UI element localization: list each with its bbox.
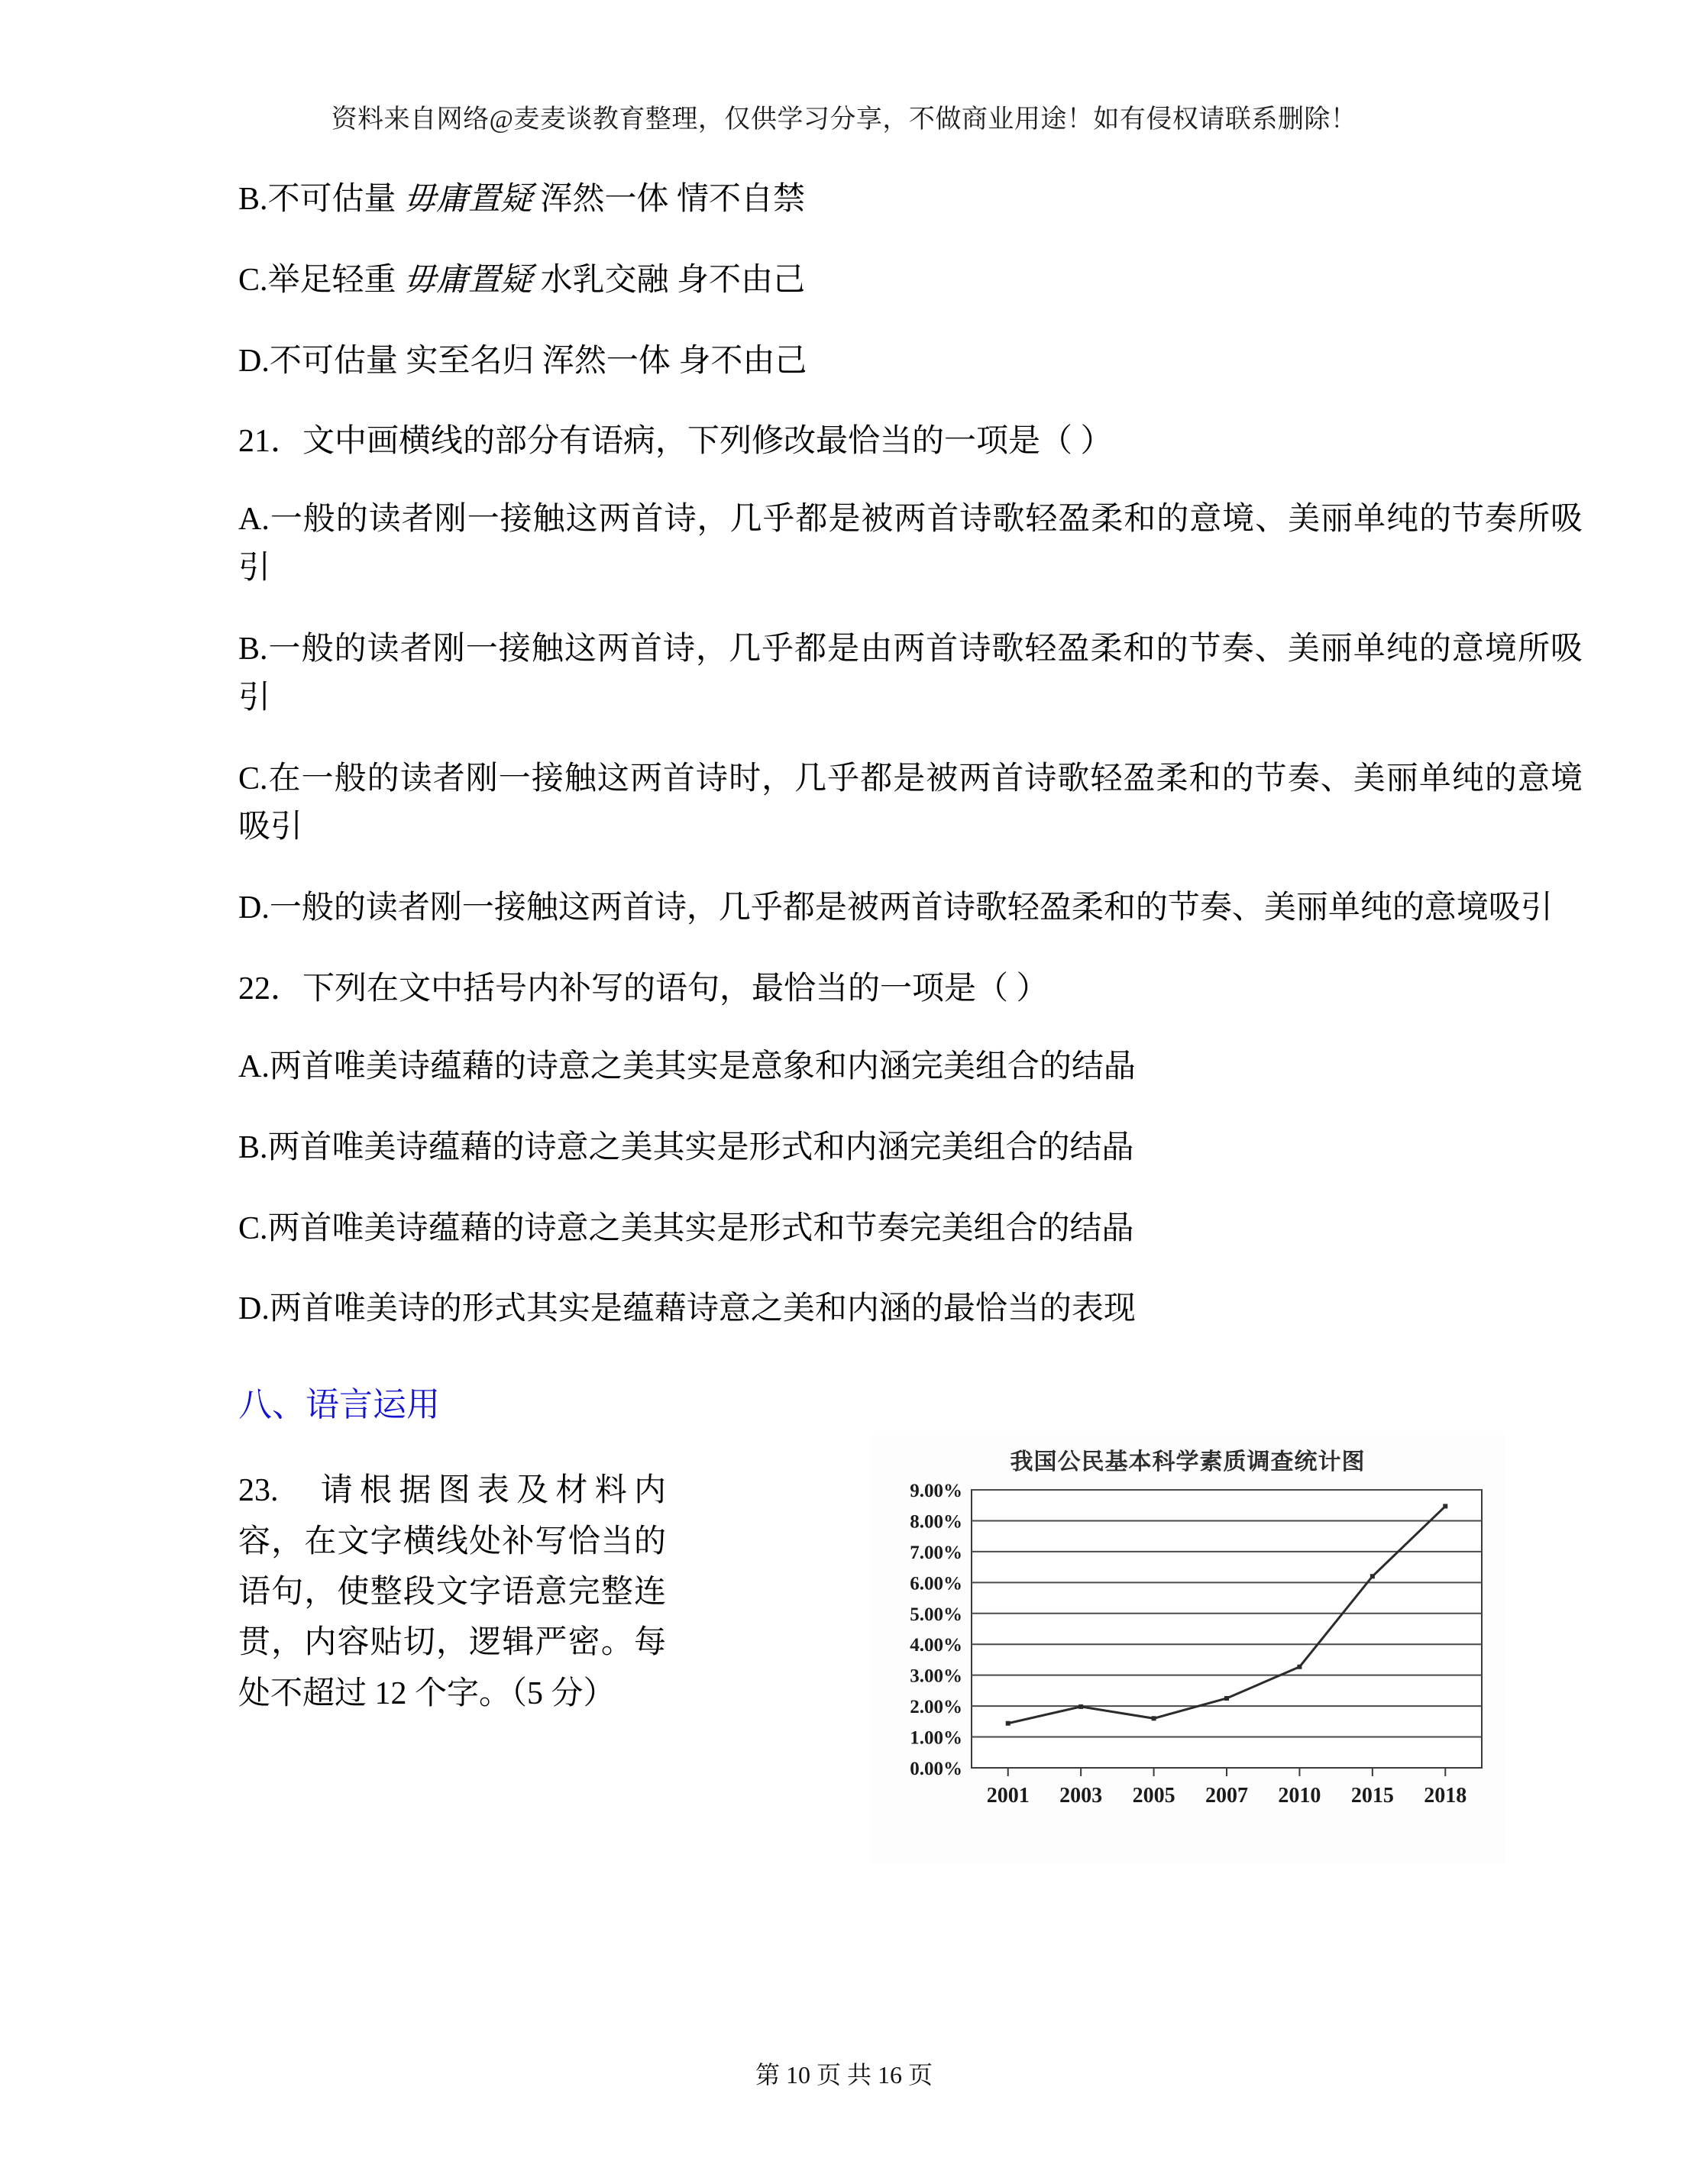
chart-svg [871, 1476, 1505, 1835]
q20-option-c-text-2: 水乳交融 身不由己 [532, 262, 806, 298]
q20-option-c [238, 257, 1583, 305]
q20-option-b [238, 176, 1583, 225]
svg-text:1.00%: 1.00% [910, 1727, 962, 1749]
q22-option-a-text: 两首唯美诗蕴藉的诗意之美其实是意象和内涵完美组合的结晶 [269, 1048, 1136, 1084]
q22-option-b-letter: B. [238, 1129, 268, 1165]
q21-option-b [238, 625, 1583, 723]
page-footer: 第 10 页 共 16 页 [755, 2061, 933, 2089]
svg-text:7.00%: 7.00% [910, 1543, 962, 1564]
q23-body: 请根据图表及材料内容，在文字横线处补写恰当的语句，使整段文字语意完整连贯，内容贴切，逻辑严密。每处不超过 12 个字。（5 分） [238, 1473, 666, 1711]
q21-stem: 21．文中画横线的部分有语病，下列修改最恰当的一项是（ ） [238, 424, 1113, 460]
svg-text:3.00%: 3.00% [910, 1665, 962, 1687]
q21-option-a-text: 一般的读者刚一接触这两首诗，几乎都是被两首诗歌轻盈柔和的意境、美丽单纯的节奏所吸引 [238, 502, 1583, 586]
q20-option-b-text-1: 不可估量 [267, 182, 405, 217]
q21-option-a-letter: A. [238, 502, 270, 538]
svg-text:9.00%: 9.00% [910, 1481, 962, 1502]
svg-text:0.00%: 0.00% [910, 1759, 962, 1780]
section-heading-language-use: 八、语言运用 [238, 1386, 440, 1424]
svg-text:2001: 2001 [986, 1784, 1030, 1808]
q21-option-d-letter: D. [238, 890, 270, 926]
q22-option-c [238, 1205, 1583, 1254]
q20-option-c-idiom: 毋庸置疑 [404, 262, 533, 298]
svg-text:8.00%: 8.00% [910, 1511, 962, 1533]
svg-text:2005: 2005 [1132, 1784, 1175, 1808]
document-header-notice: 资料来自网络@麦麦谈教育整理，仅供学习分享，不做商业用途！如有侵权请联系删除！ [331, 105, 1357, 134]
q20-option-c-text-1: 举足轻重 [267, 262, 405, 298]
chart-title: 我国公民基本科学素质调查统计图 [1010, 1449, 1366, 1475]
svg-text:2018: 2018 [1424, 1784, 1467, 1808]
q22-option-a [238, 1043, 1583, 1092]
q23-number: 23. [238, 1473, 279, 1509]
q22-option-d-letter: D. [238, 1291, 270, 1327]
q21-option-a [238, 496, 1583, 593]
svg-text:5.00%: 5.00% [910, 1604, 962, 1626]
q21-option-d [238, 884, 1583, 933]
q22-option-d-text: 两首唯美诗的形式其实是蕴藉诗意之美和内涵的最恰当的表现 [269, 1291, 1136, 1327]
q20-option-d [238, 338, 1583, 386]
q21-option-b-text: 一般的读者刚一接触这两首诗，几乎都是由两首诗歌轻盈柔和的节奏、美丽单纯的意境所吸引 [238, 631, 1583, 716]
chart-plot-area [871, 1476, 1505, 1858]
q21-option-c-letter: C. [238, 761, 268, 796]
q23-block [238, 1449, 1583, 1939]
svg-text:2.00%: 2.00% [910, 1697, 962, 1718]
svg-text:2003: 2003 [1059, 1784, 1103, 1808]
q22-option-d [238, 1285, 1583, 1334]
q20-option-d-text-1: 不可估量 实至名归 浑然一体 身不由己 [269, 343, 807, 379]
q22-option-b-text: 两首唯美诗蕴藉的诗意之美其实是形式和内涵完美组合的结晶 [267, 1129, 1134, 1165]
q22-option-c-letter: C. [238, 1210, 268, 1246]
svg-text:6.00%: 6.00% [910, 1573, 962, 1594]
q21-option-b-letter: B. [238, 631, 268, 667]
science-literacy-chart [871, 1435, 1505, 1863]
q21-option-d-text: 一般的读者刚一接触这两首诗，几乎都是被两首诗歌轻盈柔和的节奏、美丽单纯的意境吸引 [269, 890, 1553, 926]
q21-option-c-text: 在一般的读者刚一接触这两首诗时，几乎都是被两首诗歌轻盈柔和的节奏、美丽单纯的意境吸引 [238, 761, 1583, 845]
document-body [238, 176, 1583, 1939]
q22-stem: 22．下列在文中括号内补写的语句，最恰当的一项是（ ） [238, 971, 1049, 1007]
q20-option-c-letter: C. [238, 262, 268, 298]
svg-text:4.00%: 4.00% [910, 1635, 962, 1656]
q20-option-d-letter: D. [238, 343, 270, 379]
svg-text:2010: 2010 [1278, 1784, 1321, 1808]
q20-option-b-text-2: 浑然一体 情不自禁 [532, 182, 806, 217]
q20-option-b-letter: B. [238, 182, 268, 217]
q22-option-b [238, 1124, 1583, 1173]
q22-option-c-text: 两首唯美诗蕴藉的诗意之美其实是形式和节奏完美组合的结晶 [267, 1210, 1134, 1246]
q20-option-b-idiom: 毋庸置疑 [404, 182, 533, 217]
svg-text:2007: 2007 [1205, 1784, 1248, 1808]
svg-text:2015: 2015 [1350, 1784, 1394, 1808]
q23-text [238, 1465, 666, 1719]
q21-option-c [238, 755, 1583, 853]
q22-option-a-letter: A. [238, 1048, 270, 1084]
